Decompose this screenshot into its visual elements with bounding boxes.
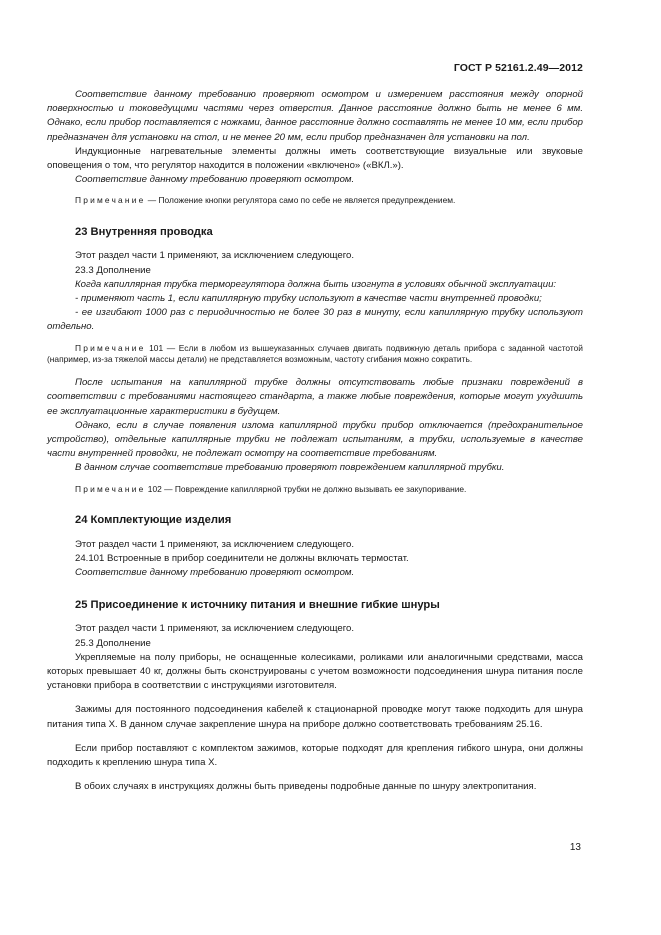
body-paragraph: Если прибор поставляют с комплектом зажимов, которые подходят для крепления гибкого шнура, они должны подходить к креплению шнура типа X. [47,742,583,769]
note-paragraph [47,484,583,496]
section-heading: 24 Комплектующие изделия [75,514,232,527]
note-paragraph [47,195,583,207]
note-label: Примечание [75,342,146,353]
body-paragraph: - применяют часть 1, если капиллярную трубку используют в качестве части внутренней проводки; [75,293,542,305]
standard-header: ГОСТ Р 52161.2.49—2012 [453,62,583,74]
body-paragraph: 24.101 Встроенные в прибор соединители не должны включать термостат. [75,552,409,564]
body-paragraph: Укрепляемые на полу приборы, не оснащенные колесиками, роликами или аналогичными средствами, масса которых превышает 40 кг, должны быть сконструированы с учетом возможности подсоединения шнура питания после установки прибора в соответствии с инструкциями изготовителя. [47,651,583,692]
document-body [47,88,583,795]
section-heading: 23 Внутренняя проводка [75,226,213,239]
body-paragraph: Этот раздел части 1 применяют, за исключением следующего. [75,623,355,635]
body-paragraph: Этот раздел части 1 применяют, за исключением следующего. [75,538,355,550]
body-paragraph: Этот раздел части 1 применяют, за исключением следующего. [75,250,355,262]
body-paragraph: Соответствие данному требованию проверяют осмотром и измерением расстояния между опорной поверхностью и токоведущими частями через отверстия. Данное расстояние должно быть не менее 6 мм. Однако, если прибор поставляется с ножками, данное расстояние должно составлять не менее 10 мм, если прибор предназначен для установки на стол, и не менее 20 мм, если прибор предназначен для установки на пол. [47,89,583,143]
body-paragraph: Соответствие данному требованию проверяют осмотром. [75,567,355,579]
body-paragraph: В данном случае соответствие требованию проверяют повреждением капиллярной трубки. [75,462,505,474]
body-paragraph: Соответствие данному требованию проверяют осмотром. [75,174,355,186]
body-paragraph: - ее изгибают 1000 раз с периодичностью не более 30 раз в минуту, если капиллярную трубку используют отдельно. [47,307,583,333]
note-text: 102 — Повреждение капиллярной трубки не должно вызывать ее закупоривание. [145,483,467,494]
body-paragraph: 23.3 Дополнение [75,264,151,276]
body-paragraph: Однако, если в случае появления излома капиллярной трубки прибор отключается (предохранительное устройство), отдельные капиллярные трубки не подлежат испытаниям, а трубки, используемые в качестве части внутренней проводки, не подлежат осмотру на соответствие требованиям. [47,419,583,460]
body-paragraph: После испытания на капиллярной трубке должны отсутствовать любые признаки повреждений в соответствии с требованиями настоящего стандарта, а также любые повреждения, которые могут ухудшить ее эксплуатационные характеристики в будущем. [47,377,583,417]
body-paragraph: Зажимы для постоянного подсоединения кабелей к стационарной проводке могут также подходить для шнура питания типа X. В данном случае закрепление шнура на приборе должно соответствовать требованиям 25.16. [47,704,583,730]
body-paragraph: В обоих случаях в инструкциях должны быть приведены подробные данные по шнуру электропитания. [75,781,537,793]
page-number: 13 [569,842,581,853]
note-text: — Положение кнопки регулятора само по себе не является предупреждением. [145,195,456,206]
note-paragraph [47,343,583,367]
body-paragraph: Когда капиллярная трубка терморегулятора должна быть изогнута в условиях обычной эксплуатации: [75,278,557,290]
section-heading: 25 Присоединение к источнику питания и внешние гибкие шнуры [75,599,440,612]
body-paragraph: Индукционные нагревательные элементы должны иметь соответствующие визуальные или звуковые оповещения о том, что регулятор находится в положении «включено» («ВКЛ.»). [47,145,583,172]
body-paragraph: 25.3 Дополнение [75,637,151,649]
note-label: Примечание [75,483,146,494]
note-label: Примечание [75,195,146,206]
note-text: 101 — Если в любом из вышеуказанных случаев двигать подвижную деталь прибора с заданной частотой (например, из-за тяжелой массы детали) не представляется возможным, частоту сгибания можно сократить. [47,342,583,365]
